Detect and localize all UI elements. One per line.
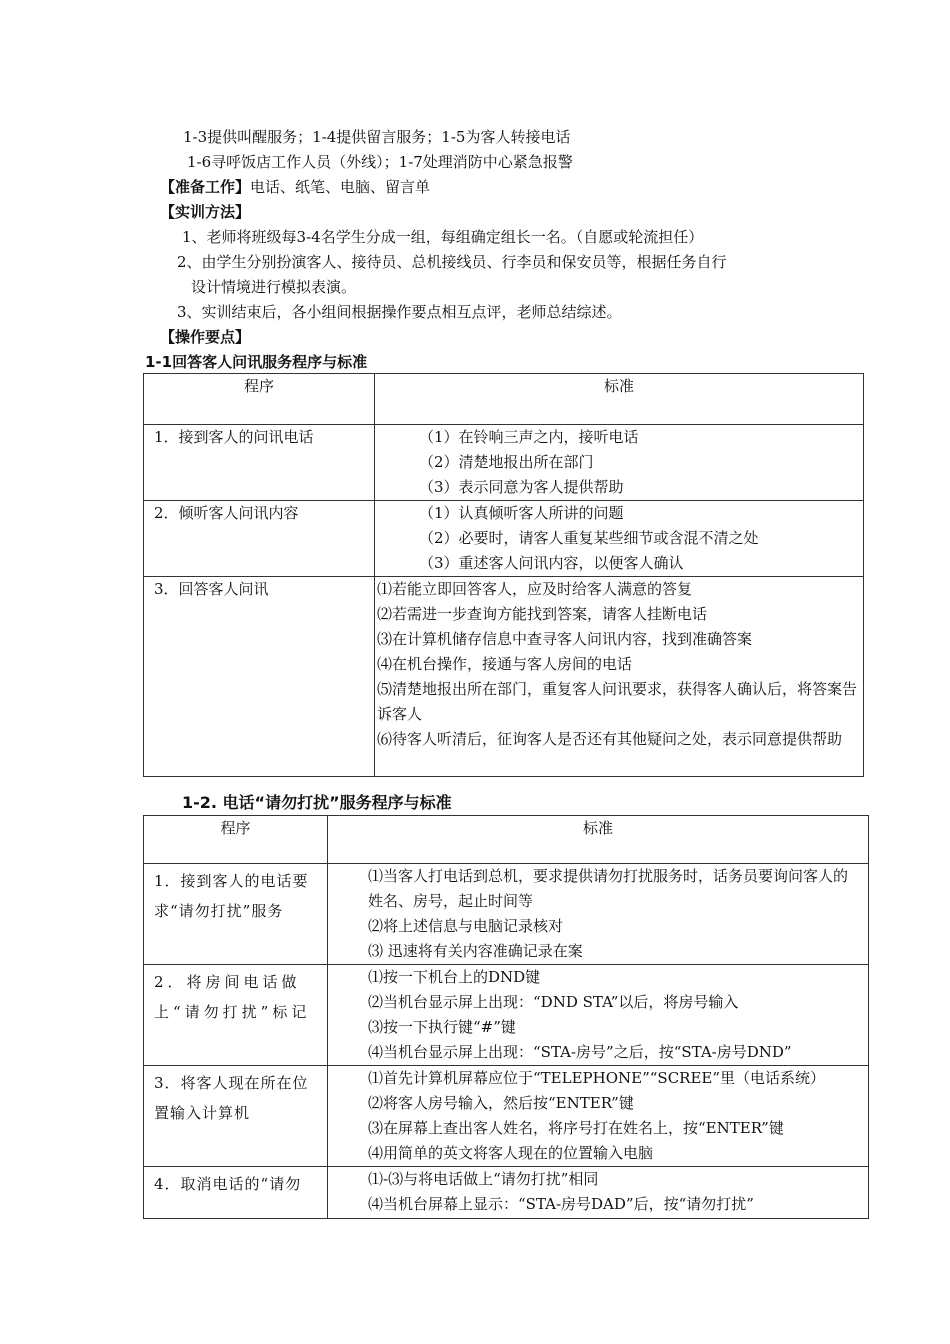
method-item-3: 3、实训结束后，各小组间根据操作要点相互点评，老师总结综述。: [177, 303, 622, 321]
standard-item: ⑹待客人听清后，征询客人是否还有其他疑问之处，表示同意提供帮助: [377, 730, 843, 748]
table2-header-step: 程序: [144, 816, 328, 864]
standard-item: ⑴-⑶与将电话做上“请勿打扰”相同: [368, 1170, 599, 1188]
standard-item: ⑶在屏幕上查出客人姓名，将序号打在姓名上，按“ENTER”键: [368, 1119, 784, 1137]
standard-item: （3）重述客人问讯内容，以便客人确认: [419, 554, 684, 572]
table2: [143, 815, 869, 1219]
table2-step: 3．将客人现在所在位置输入计算机: [144, 1066, 328, 1167]
standard-item: ⑷当机台显示屏上出现：“STA-房号”之后，按“STA-房号DND”: [368, 1043, 792, 1061]
method-item-2: 2、由学生分别扮演客人、接待员、总机接线员、行李员和保安员等，根据任务自行: [177, 253, 727, 271]
intro-line-2: 1-6寻呼饭店工作人员（外线）；1-7处理消防中心紧急报警: [187, 153, 573, 171]
standard-item: ⑴当客人打电话到总机，要求提供请勿打扰服务时，话务员要询问客人的姓名、房号，起止时间等: [368, 867, 849, 910]
method-label: 【实训方法】: [160, 203, 251, 221]
table2-title: 1-2. 电话“请勿打扰”服务程序与标准: [182, 793, 452, 812]
table2-step: 2．将房间电话做上“请勿打扰”标记: [144, 965, 328, 1066]
table2-header-standard: 标准: [328, 816, 869, 864]
table1-step: [144, 501, 375, 577]
standard-item: （2）清楚地报出所在部门: [419, 453, 594, 471]
standard-item: （2）必要时，请客人重复某些细节或含混不清之处: [419, 529, 759, 547]
standard-item: （3）表示同意为客人提供帮助: [419, 478, 624, 496]
table1-header-step: 程序: [144, 374, 375, 425]
table2-standards: [328, 864, 869, 965]
table2-standards: [328, 1167, 869, 1219]
table1-header-row: [144, 374, 864, 425]
table-row: [144, 864, 869, 965]
standard-item: ⑶在计算机储存信息中查寻客人问讯内容，找到准确答案: [377, 630, 753, 648]
table2-step: 4．取消电话的“请勿: [144, 1167, 328, 1219]
table-row: [144, 965, 869, 1066]
table-row: [144, 501, 864, 577]
table-row: [144, 1066, 869, 1167]
key-points-label: 【操作要点】: [160, 328, 251, 346]
table1-standards: [375, 425, 864, 501]
table-row: [144, 425, 864, 501]
table1-standards: [375, 577, 864, 777]
standard-item: ⑴若能立即回答客人，应及时给客人满意的答复: [377, 580, 693, 598]
prep-label: 【准备工作】: [160, 178, 251, 196]
standard-item: ⑵将上述信息与电脑记录核对: [368, 917, 564, 935]
method-item-1: 1、老师将班级每3-4名学生分成一组，每组确定组长一名。（自愿或轮流担任）: [182, 228, 704, 246]
standard-item: ⑵当机台显示屏上出现：“DND STA”以后，将房号输入: [368, 993, 739, 1011]
step-text: 1．接到客人的问讯电话: [154, 428, 314, 446]
standard-item: ⑸清楚地报出所在部门，重复客人问讯要求，获得客人确认后，将答案告诉客人: [377, 680, 858, 723]
table1: [143, 373, 864, 777]
standard-item: （1）在铃响三声之内，接听电话: [419, 428, 639, 446]
standard-item: ⑷当机台屏幕上显示：“STA-房号DAD”后，按“请勿打扰”: [368, 1195, 754, 1213]
standard-item: ⑵将客人房号输入，然后按“ENTER”键: [368, 1094, 634, 1112]
standard-item: ⑶ 迅速将有关内容准确记录在案: [368, 942, 583, 960]
table1-step: [144, 425, 375, 501]
standard-item: （1）认真倾听客人所讲的问题: [419, 504, 624, 522]
prep-section: [160, 177, 430, 197]
standard-item: ⑴首先计算机屏幕应位于“TELEPHONE”“SCREE”里（电话系统）: [368, 1069, 826, 1087]
table-row: [144, 1167, 869, 1219]
table1-standards: [375, 501, 864, 577]
intro-line-1: 1-3提供叫醒服务；1-4提供留言服务；1-5为客人转接电话: [183, 128, 571, 146]
method-item-2-cont: 设计情境进行模拟表演。: [191, 278, 357, 296]
table1-header-standard: 标准: [375, 374, 864, 425]
table1-title: 1-1回答客人问讯服务程序与标准: [145, 353, 368, 371]
table-row: [144, 577, 864, 777]
table1-step: [144, 577, 375, 777]
table2-step: 1．接到客人的电话要求“请勿打扰”服务: [144, 864, 328, 965]
standard-item: ⑶按一下执行键“#”键: [368, 1018, 516, 1036]
table2-standards: [328, 965, 869, 1066]
standard-item: ⑵若需进一步查询方能找到答案，请客人挂断电话: [377, 605, 708, 623]
standard-item: ⑷在机台操作，接通与客人房间的电话: [377, 655, 633, 673]
prep-text: 电话、纸笔、电脑、留言单: [250, 178, 431, 196]
step-text: 3．回答客人问讯: [154, 580, 269, 598]
standard-item: ⑷用简单的英文将客人现在的位置输入电脑: [368, 1144, 654, 1162]
table2-standards: [328, 1066, 869, 1167]
table2-header-row: [144, 816, 869, 864]
standard-item: ⑴按一下机台上的DND键: [368, 968, 541, 986]
step-text: 2．倾听客人问讯内容: [154, 504, 299, 522]
